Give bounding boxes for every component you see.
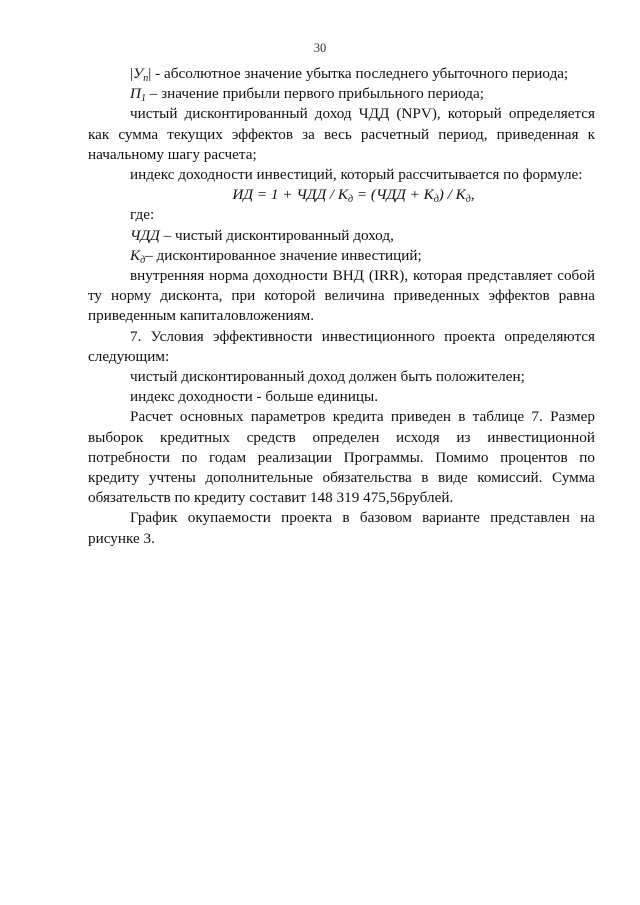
formula-sub-3: д	[465, 194, 471, 206]
npv-line-3: начальному шагу расчета;	[88, 145, 257, 163]
formula-part-2: = (ЧДД + К	[353, 186, 434, 204]
where-label: где:	[130, 206, 155, 224]
condition-npv-positive: чистый дисконтированный доход должен быть положителен;	[130, 368, 525, 386]
irr-line-3: приведенным капиталовложениям.	[88, 307, 315, 325]
chart-ref-line-1: График окупаемости проекта в базовом варианте представлен на	[130, 509, 595, 527]
definition-first-profit	[88, 84, 595, 104]
conditions-line-2: следующим:	[88, 347, 170, 365]
npv-line-2: как сумма текущих эффектов за весь расчетный период, приведенная к	[88, 125, 595, 143]
irr-line-2: ту норму дисконта, при которой величина приведенных эффектов равна	[88, 287, 595, 305]
symbol-p-sub: 1	[140, 93, 146, 105]
definition-npv-symbol	[88, 226, 595, 246]
formula-part-3: ) / К	[438, 186, 466, 204]
npv-line-1: чистый дисконтированный доход ЧДД (NPV), который определяется	[130, 105, 595, 123]
definition-investments	[88, 246, 595, 266]
symbol-chdd: ЧДД	[130, 226, 160, 244]
credit-line-3: потребности по годам реализации Программы. Помимо процентов по	[88, 448, 595, 466]
page-body	[88, 64, 595, 549]
symbol-y: У	[133, 65, 144, 82]
definition-last-loss-text: - абсолютное значение убытка последнего убыточного периода;	[151, 65, 569, 82]
credit-line-4: кредиту учтены дополнительные обязательства в виде комиссий. Сумма	[88, 469, 595, 487]
condition-pi-above-one: индекс доходности - больше единицы.	[130, 388, 378, 406]
definition-investments-text: – дисконтированное значение инвестиций;	[145, 246, 422, 264]
irr-line-1: внутренняя норма доходности ВНД (IRR), которая представляет собой	[130, 267, 595, 285]
symbol-y-sub: n	[143, 73, 149, 84]
page-number: 30	[313, 41, 327, 55]
abs-bar-close: |	[148, 65, 152, 82]
definition-npv-text: – чистый дисконтированный доход,	[159, 226, 394, 244]
definition-last-loss	[88, 64, 595, 84]
chart-ref-line-2: рисунке 3.	[88, 529, 155, 547]
formula-sub-2: д	[433, 194, 439, 206]
pi-formula	[88, 185, 595, 205]
symbol-k-sub: д	[140, 254, 146, 266]
symbol-p: П	[130, 85, 141, 103]
credit-line-2: выборок кредитных средств определен исходя из инвестиционной	[88, 428, 595, 446]
credit-line-5: обязательств по кредиту составит 148 319 475,56рублей.	[88, 489, 454, 507]
definition-first-profit-text: – значение прибыли первого прибыльного периода;	[145, 85, 484, 103]
pi-intro: индекс доходности инвестиций, который рассчитывается по формуле:	[130, 166, 583, 184]
conditions-line-1: 7. Условия эффективности инвестиционного проекта определяются	[130, 327, 595, 345]
symbol-k: К	[130, 246, 141, 264]
formula-sub-1: д	[348, 194, 354, 206]
credit-line-1: Расчет основных параметров кредита приведен в таблице 7. Размер	[130, 408, 595, 426]
abs-bar-open: |	[130, 65, 134, 82]
formula-part-4: ,	[470, 186, 475, 204]
formula-part-1: ИД = 1 + ЧДД / К	[232, 186, 349, 204]
